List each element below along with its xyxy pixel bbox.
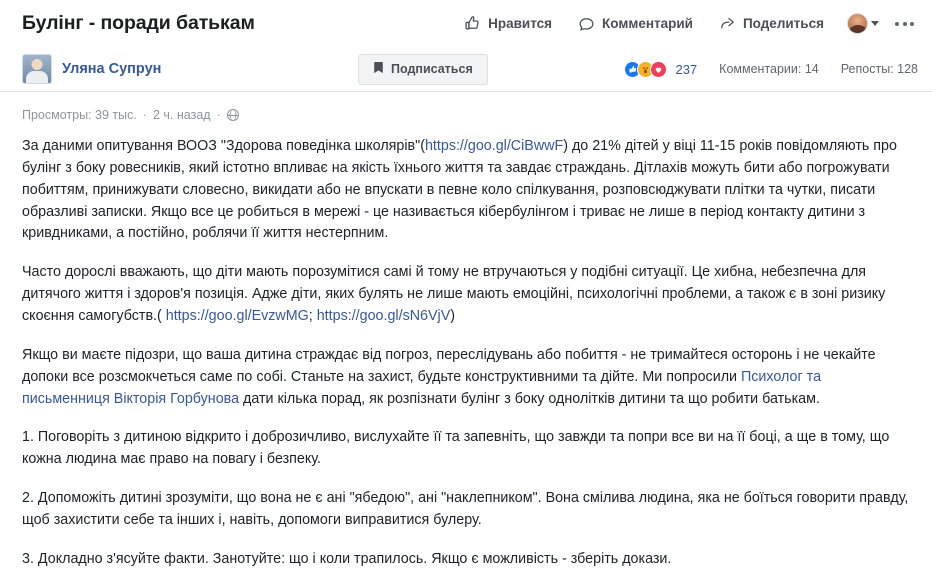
account-menu[interactable]	[847, 13, 879, 34]
post-link[interactable]: https://goo.gl/CiBwwF	[424, 138, 564, 154]
post-body	[0, 92, 932, 571]
post-paragraph	[22, 345, 910, 411]
comments-count[interactable]: Комментарии: 14	[719, 62, 819, 76]
post-link[interactable]: Психолог та письменниця Вікторія Горбунова	[22, 368, 822, 407]
user-avatar	[847, 13, 868, 34]
post-text-run: 3. Докладно з'ясуйте факти. Занотуйте: що і коли трапилось. Якщо є можливість - зберіть докази.	[22, 550, 672, 567]
post-text-run: )	[450, 308, 456, 325]
subscribe-button[interactable]	[358, 54, 488, 85]
dot	[895, 22, 899, 26]
thumbs-up-icon	[464, 15, 481, 32]
reaction-icons	[624, 61, 667, 78]
comment-button-label: Комментарий	[602, 16, 693, 31]
post-stats	[624, 61, 918, 78]
share-button[interactable]	[706, 9, 837, 38]
post-paragraph	[22, 488, 910, 532]
comment-button[interactable]	[565, 9, 706, 38]
dot	[903, 22, 907, 26]
like-button-label: Нравится	[488, 16, 553, 31]
shares-count[interactable]: Репосты: 128	[840, 62, 918, 76]
author-bar	[0, 47, 932, 92]
post-text-run: За даними опитування ВООЗ "Здорова поведінка школярів"(	[22, 138, 425, 154]
globe-icon	[227, 109, 239, 121]
post-paragraph	[22, 427, 910, 471]
post-text-run: Часто дорослі вважають, що діти мають порозумітися самі й тому не втручаються у подібні ситуації. Це хибна, небезпечна для дитячого життя і здоров'я позиція. Адже діти, яких булять не лише мають емоційні, психологічні проблеми, а також є в зоні ризику скоєння самогубств.(	[22, 264, 886, 325]
post-link[interactable]: https://goo.gl/sN6VjV	[316, 308, 451, 325]
author-name[interactable]: Уляна Супрун	[62, 61, 162, 77]
more-options-icon[interactable]	[891, 16, 918, 32]
post-header	[0, 0, 932, 47]
post-link[interactable]: https://goo.gl/EvzwMG	[165, 308, 309, 325]
post-paragraph	[22, 136, 910, 245]
post-text-run: дати кілька порад, як розпізнати булінг з боку однолітків дитини та що робити батькам.	[239, 390, 820, 407]
post-text-run: 1. Поговоріть з дитиною відкрито і доброзичливо, вислухайте її та запевніть, що завжди та попри все ви на її боці, а ще в тому, що кожна людина має право на повагу і безпеку.	[22, 429, 890, 468]
like-button[interactable]	[451, 9, 565, 38]
reactions-summary[interactable]	[624, 61, 697, 78]
subscribe-button-label: Подписаться	[391, 62, 473, 76]
post-text-run: ) до 21% дітей у віці 11-15 років повідомляють про булінг з боку ровесників, який істотно впливає на якість їхнього життя та завдає страждань. Дітлахів можуть бити або погрожувати побиттям, принижувати словесно, викидати або не впускати в певне коло спілкування, розповсюджувати плітки та чутки, писати образливі записки. Якщо все це робиться в мережі - це називається кібербулінгом і триває не лише в період контакту дитини з кривдниками, а постійно, роблячи її життя нестерпним.	[22, 138, 897, 242]
page-title: Булінг - поради батькам	[22, 12, 255, 34]
post-text-run: ;	[308, 308, 317, 325]
post-meta	[22, 108, 910, 122]
post-paragraph	[22, 549, 910, 571]
share-arrow-icon	[719, 15, 736, 32]
post-text-run: 2. Допоможіть дитині зрозуміти, що вона не є ані "ябедою", ані "наклепником". Вона смілива людина, яка не боїться говорити правду, щоб захистити себе та інших і, навіть, допомоги виправитися булеру.	[22, 490, 909, 529]
author-avatar	[22, 54, 52, 84]
post-paragraph	[22, 262, 910, 328]
reaction-count[interactable]: 237	[675, 61, 698, 77]
speech-bubble-icon	[578, 15, 595, 32]
share-button-label: Поделиться	[742, 16, 824, 31]
chevron-down-icon	[871, 21, 879, 26]
author-info[interactable]	[22, 54, 161, 84]
meta-separator: ·	[216, 108, 221, 122]
header-actions	[451, 9, 918, 38]
dot	[910, 22, 914, 26]
post-time: 2 ч. назад	[153, 108, 211, 122]
post-text	[22, 136, 910, 571]
views-label: Просмотры: 39 тыс.	[22, 108, 137, 122]
meta-separator: ·	[142, 108, 147, 122]
love-reaction-icon	[650, 61, 667, 78]
post-text-run: Якщо ви маєте підозри, що ваша дитина страждає від погроз, переслідувань або побиття - не тримайтеся осторонь і не чекайте допоки все розсмокчеться саме по собі. Станьте на захист, будьте конструктивними та дійте. Ми попросили	[22, 346, 876, 385]
bookmark-icon	[373, 62, 384, 77]
